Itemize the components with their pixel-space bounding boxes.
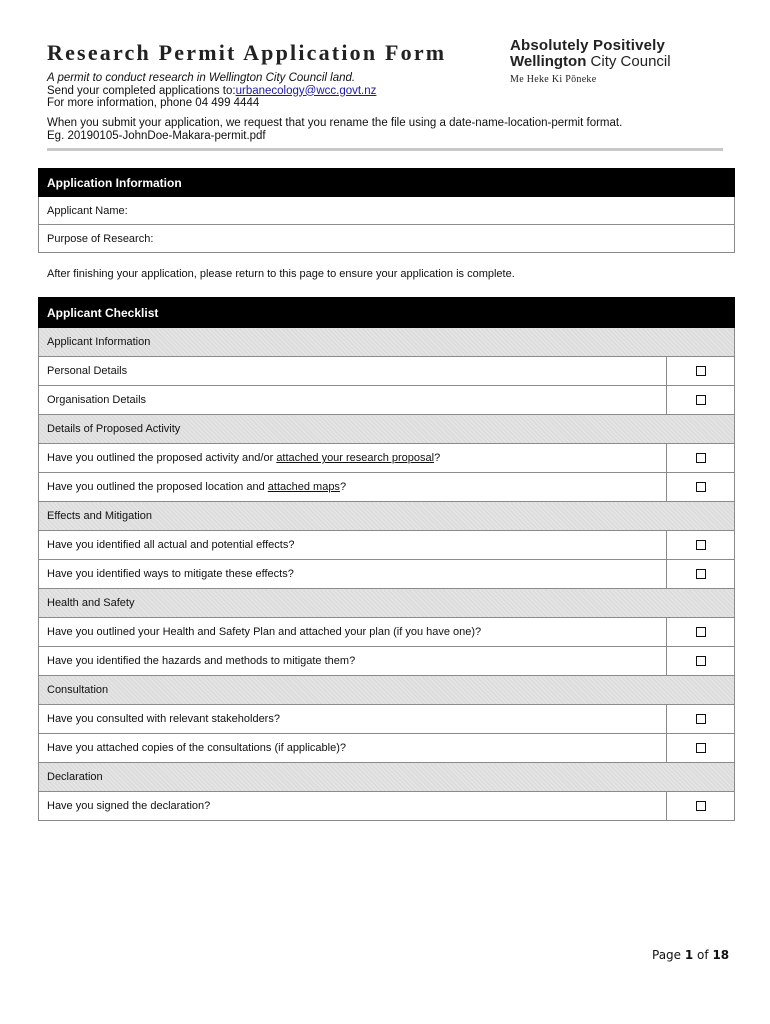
logo-tagline: Me Heke Ki Pōneke — [510, 74, 597, 85]
section-applicant-information: Applicant Information — [39, 328, 735, 357]
location-question-prefix: Have you outlined the proposed location and — [47, 481, 268, 493]
section-effects-mitigation: Effects and Mitigation — [39, 502, 735, 531]
checklist-item-label: Have you identified the hazards and methods to mitigate them? — [39, 647, 667, 676]
attached-maps-link[interactable]: attached maps — [267, 481, 340, 493]
page-title: Research Permit Application Form — [47, 40, 447, 65]
application-info-table — [38, 168, 735, 253]
logo-city-council: City Council — [586, 53, 671, 70]
logo-wellington: Wellington — [510, 53, 587, 70]
checklist-item-label: Have you attached copies of the consultations (if applicable)? — [39, 734, 667, 763]
header-divider — [47, 148, 723, 151]
page-of: of — [693, 948, 713, 962]
checklist-item-label: Have you outlined your Health and Safety Plan and attached your plan (if you have one)? — [39, 618, 667, 647]
intro-permit-text: A permit to conduct research in Wellington City Council land. — [47, 72, 356, 84]
checklist-item-label — [39, 444, 667, 473]
page-current: 1 — [684, 948, 694, 962]
checklist-item-label: Organisation Details — [39, 386, 667, 415]
intro-send-prefix: Send your completed applications to: — [47, 84, 236, 97]
page-prefix: Page — [652, 948, 685, 962]
activity-question-suffix: ? — [434, 452, 441, 464]
proposed-location-checkbox[interactable] — [696, 482, 706, 492]
section-declaration: Declaration — [39, 763, 735, 792]
personal-details-checkbox[interactable] — [696, 366, 706, 376]
checklist-item-label: Have you signed the declaration? — [39, 792, 667, 821]
page-total: 18 — [712, 948, 730, 962]
hs-plan-checkbox[interactable] — [696, 627, 706, 637]
council-logo — [510, 38, 671, 85]
rename-note-example: Eg. 20190105-JohnDoe-Makara-permit.pdf — [47, 130, 266, 142]
email-link[interactable]: urbanecology@wcc.govt.nz — [235, 84, 377, 97]
checklist-item-label: Have you identified ways to mitigate these effects? — [39, 560, 667, 589]
rename-note — [47, 117, 622, 143]
effects-identified-checkbox[interactable] — [696, 540, 706, 550]
checklist-item-label — [39, 473, 667, 502]
section-proposed-activity: Details of Proposed Activity — [39, 415, 735, 444]
intro-send-line — [47, 85, 376, 98]
application-info-header: Application Information — [39, 169, 735, 197]
logo-line-2 — [510, 54, 671, 70]
consulted-checkbox[interactable] — [696, 714, 706, 724]
checklist-item-label: Have you consulted with relevant stakeholders? — [39, 705, 667, 734]
after-note: After finishing your application, please return to this page to ensure your application is complete. — [47, 268, 515, 280]
hazards-checkbox[interactable] — [696, 656, 706, 666]
declaration-signed-checkbox[interactable] — [696, 801, 706, 811]
checklist-item-label: Personal Details — [39, 357, 667, 386]
checklist-header: Applicant Checklist — [39, 298, 735, 328]
intro-phone-line: For more information, phone 04 499 4444 — [47, 97, 260, 109]
proposed-activity-checkbox[interactable] — [696, 453, 706, 463]
research-proposal-link[interactable]: attached your research proposal — [276, 452, 435, 464]
location-question-suffix: ? — [339, 481, 347, 493]
checklist-item-label: Have you identified all actual and potential effects? — [39, 531, 667, 560]
applicant-name-field[interactable]: Applicant Name: — [39, 197, 735, 225]
activity-question-prefix: Have you outlined the proposed activity and/or — [47, 452, 277, 464]
applicant-checklist-table — [38, 297, 735, 821]
purpose-of-research-field[interactable]: Purpose of Research: — [39, 225, 735, 253]
organisation-details-checkbox[interactable] — [696, 395, 706, 405]
consultation-copies-checkbox[interactable] — [696, 743, 706, 753]
section-health-safety: Health and Safety — [39, 589, 735, 618]
rename-note-line-1: When you submit your application, we request that you rename the file using a date-name-location-permit format. — [47, 117, 623, 129]
mitigation-checkbox[interactable] — [696, 569, 706, 579]
logo-line-1: Absolutely Positively — [510, 37, 666, 54]
intro-block — [47, 72, 376, 110]
section-consultation: Consultation — [39, 676, 735, 705]
page-number — [652, 948, 729, 962]
